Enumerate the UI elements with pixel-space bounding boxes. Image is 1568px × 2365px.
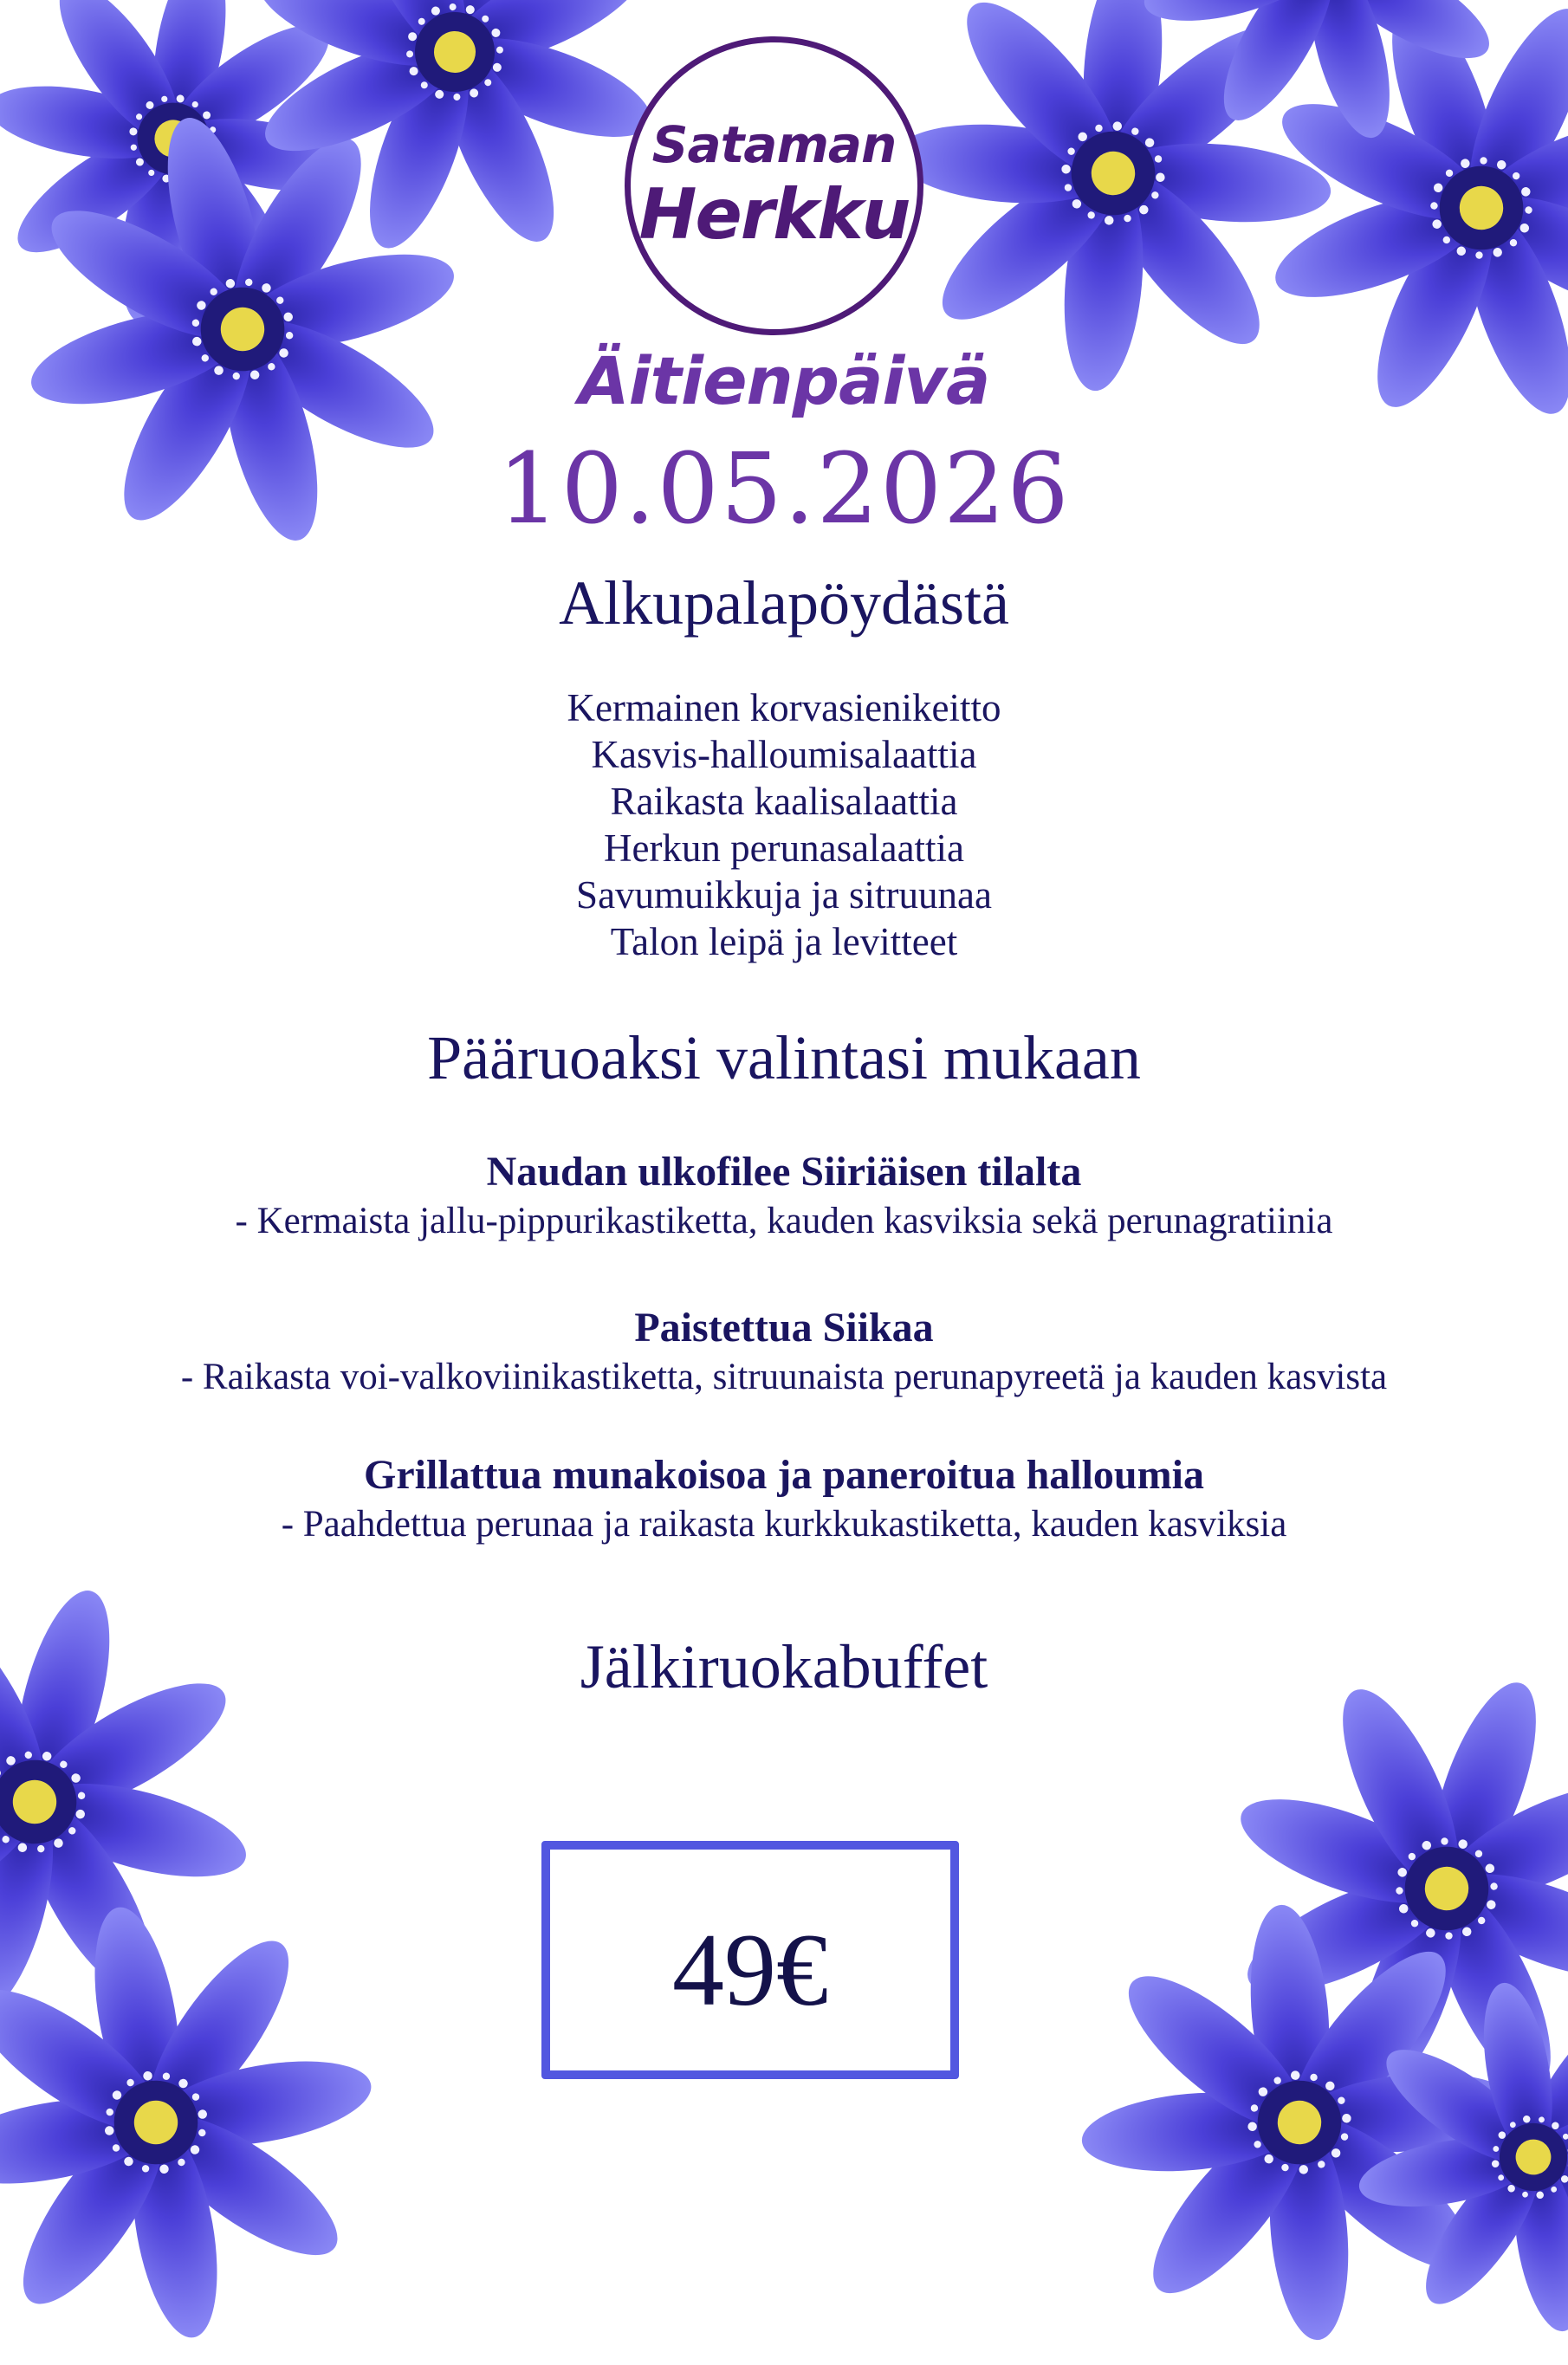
starter-item: Kasvis-halloumisalaattia [591, 733, 977, 776]
event-date: 10.05.2026 [497, 433, 1071, 546]
dessert-heading: Jälkiruokabuffet [580, 1632, 988, 1701]
logo-text-herkku: Herkku [638, 174, 910, 255]
logo-text-sataman: Sataman [651, 115, 897, 174]
starter-heading: Alkupalapöydästä [559, 568, 1009, 638]
dish-description: - Raikasta voi-valkoviinikastiketta, sitruunaista perunapyreetä ja kauden kasvista [180, 1357, 1388, 1397]
flower-decoration-bottom-far-right [1351, 1975, 1568, 2339]
dish-description: - Paahdettua perunaa ja raikasta kurkkukastiketta, kauden kasviksia [281, 1504, 1287, 1545]
starter-item: Savumuikkuja ja sitruunaa [576, 873, 992, 917]
dish-title: Paistettua Siikaa [634, 1305, 934, 1351]
occasion-title: Äitienpäivä [578, 342, 990, 419]
dish-description: - Kermaista jallu-pippurikastiketta, kauden kasviksia sekä perunagratiinia [235, 1201, 1333, 1241]
flower-decoration-top-right-back [1109, 0, 1542, 173]
starter-item: Kermainen korvasienikeitto [567, 686, 1001, 729]
main-course-heading: Pääruoaksi valintasi mukaan [427, 1023, 1141, 1092]
price-box [541, 1841, 959, 2079]
starter-item: Talon leipä ja levitteet [610, 920, 958, 963]
restaurant-logo [625, 36, 923, 335]
dish-title: Grillattua munakoisoa ja paneroitua halloumia [364, 1452, 1204, 1498]
flower-decoration-bottom-left-2 [0, 1880, 398, 2365]
starter-item: Herkun perunasalaattia [603, 826, 965, 870]
flower-decoration-top-center-left [230, 0, 680, 277]
starter-list [0, 684, 1568, 965]
price-label: 49€ [672, 1912, 828, 2027]
starter-item: Raikasta kaalisalaattia [610, 780, 958, 823]
dish-title: Naudan ulkofilee Siiriäisen tilalta [486, 1149, 1082, 1195]
